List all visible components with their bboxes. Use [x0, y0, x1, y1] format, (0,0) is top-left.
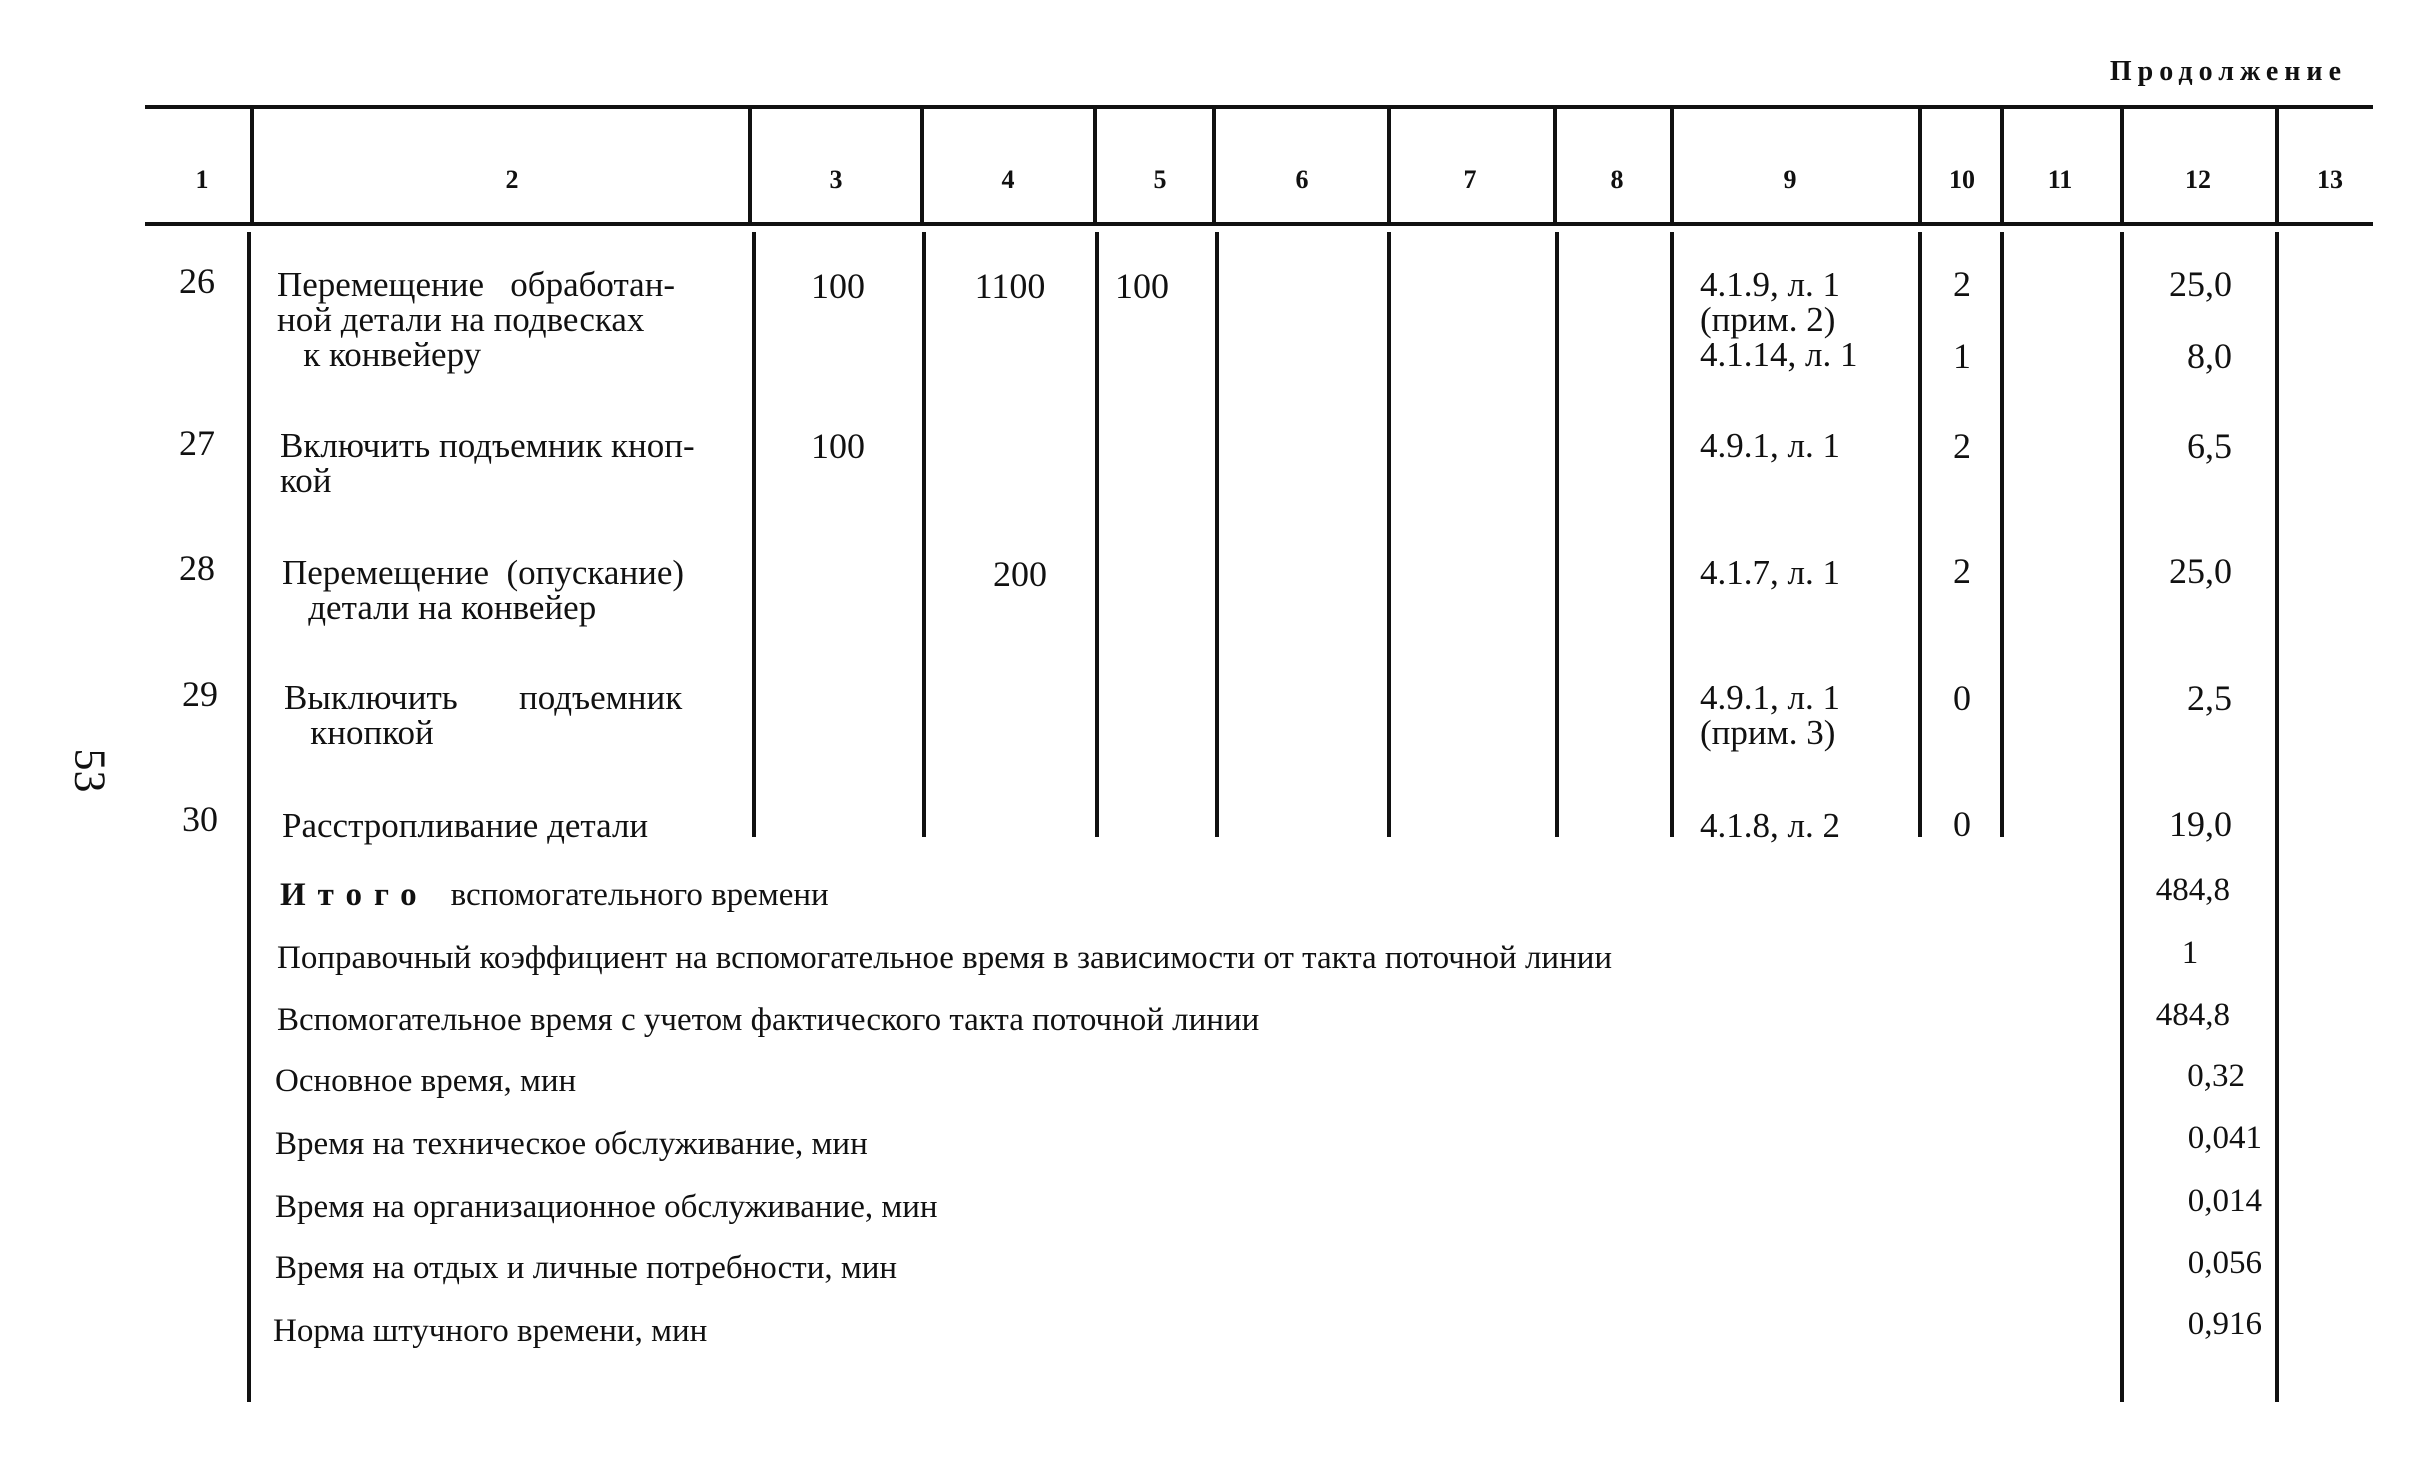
continuation-label: Продолжение — [2109, 56, 2347, 87]
column-header: 13 — [2317, 165, 2343, 194]
operation-description: к конвейеру — [277, 335, 482, 374]
page-number: 53 — [65, 748, 115, 793]
column-divider — [1215, 232, 1219, 837]
header-divider — [1918, 108, 1922, 222]
row-number: 29 — [182, 674, 218, 714]
row-number: 28 — [179, 548, 215, 588]
header-divider — [2120, 108, 2124, 222]
row-number: 26 — [179, 261, 215, 301]
column-divider — [1670, 232, 1674, 837]
column-divider — [1387, 232, 1391, 837]
column-divider — [1918, 232, 1922, 837]
top-rule — [145, 105, 2373, 109]
column-divider — [1095, 232, 1099, 837]
operation-description: Расстропливание детали — [282, 806, 649, 845]
cell-col4: 1100 — [974, 266, 1046, 306]
cell-col12: 25,0 — [2169, 551, 2232, 591]
summary-value: 484,8 — [2155, 997, 2230, 1033]
operation-description: Выключить подъемник — [284, 678, 683, 717]
column-header: 9 — [1783, 165, 1797, 194]
cell-col10: 0 — [1953, 804, 1971, 844]
column-header: 12 — [2185, 165, 2211, 194]
column-header: 10 — [1949, 165, 1975, 194]
summary-label: вспомогательного времени — [450, 877, 829, 913]
header-divider — [1093, 108, 1097, 222]
cell-col12: 19,0 — [2169, 804, 2232, 844]
column-divider — [1555, 232, 1559, 837]
norm-reference: 4.9.1, л. 1 — [1700, 678, 1840, 717]
row-number: 30 — [182, 799, 218, 839]
cell-col12: 8,0 — [2187, 336, 2232, 376]
operation-description: Перемещение (опускание) — [282, 553, 685, 592]
summary-label: Основное время, мин — [275, 1063, 577, 1099]
column-header: 8 — [1610, 165, 1624, 194]
column-header: 2 — [505, 165, 519, 194]
norm-reference: 4.1.9, л. 1 — [1700, 265, 1840, 304]
summary-label: Время на отдых и личные потребности, мин — [275, 1250, 898, 1286]
operation-description: кой — [280, 461, 332, 500]
summary-value: 0,32 — [2187, 1058, 2245, 1094]
summary-label: Время на техническое обслуживание, мин — [275, 1126, 868, 1162]
column-divider — [922, 232, 926, 837]
summary-label: Норма штучного времени, мин — [273, 1313, 708, 1349]
cell-col10: 0 — [1953, 678, 1971, 718]
column-header: 4 — [1001, 165, 1015, 194]
cell-col3: 100 — [811, 426, 865, 466]
column-header: 11 — [2047, 165, 2073, 194]
summary-value: 484,8 — [2155, 872, 2230, 908]
operation-description: кнопкой — [284, 713, 434, 752]
row-number: 27 — [179, 423, 215, 463]
cell-col3: 100 — [811, 266, 865, 306]
summary-row — [280, 877, 829, 914]
column-header: 1 — [195, 165, 209, 194]
header-divider — [1670, 108, 1674, 222]
cell-col12: 6,5 — [2187, 426, 2232, 466]
norm-reference: 4.1.14, л. 1 — [1700, 335, 1858, 374]
header-divider — [1387, 108, 1391, 222]
summary-value: 0,056 — [2187, 1245, 2262, 1281]
column-header: 3 — [829, 165, 843, 194]
operation-description: детали на конвейер — [282, 588, 597, 627]
column-divider — [752, 232, 756, 837]
cell-col12: 2,5 — [2187, 678, 2232, 718]
operation-description: Перемещение обработан- — [277, 265, 676, 304]
header-rule — [145, 222, 2373, 226]
header-divider — [1553, 108, 1557, 222]
summary-label: Вспомогательное время с учетом фактического такта поточной линии — [277, 1002, 1260, 1038]
column-header: 6 — [1295, 165, 1309, 194]
norm-reference: 4.1.7, л. 1 — [1700, 553, 1840, 592]
cell-col4: 200 — [993, 554, 1047, 594]
norm-reference: (прим. 2) — [1700, 300, 1836, 339]
operation-description: ной детали на подвесках — [277, 300, 645, 339]
header-divider — [748, 108, 752, 222]
header-divider — [250, 108, 254, 222]
column-header: 5 — [1153, 165, 1167, 194]
summary-label: Поправочный коэффициент на вспомогательное время в зависимости от такта поточной линии — [277, 940, 1613, 976]
norm-reference: 4.1.8, л. 2 — [1700, 806, 1840, 845]
summary-label-emphasis: Итого — [280, 877, 429, 913]
summary-label: Время на организационное обслуживание, мин — [275, 1189, 938, 1225]
summary-value: 1 — [2181, 935, 2199, 971]
column-divider — [2275, 232, 2279, 1402]
cell-col5: 100 — [1115, 266, 1169, 306]
operation-description: Включить подъемник кноп- — [280, 426, 695, 465]
cell-col10: 2 — [1953, 426, 1971, 466]
column-divider — [2120, 232, 2124, 1402]
norm-reference: 4.9.1, л. 1 — [1700, 426, 1840, 465]
cell-col12: 25,0 — [2169, 264, 2232, 304]
summary-value: 0,041 — [2187, 1120, 2262, 1156]
column-divider — [2000, 232, 2004, 837]
norm-reference: (прим. 3) — [1700, 713, 1836, 752]
summary-value: 0,014 — [2187, 1183, 2262, 1219]
summary-value: 0,916 — [2187, 1306, 2262, 1342]
column-divider — [247, 232, 251, 1402]
header-divider — [920, 108, 924, 222]
cell-col10: 2 — [1953, 551, 1971, 591]
header-divider — [1212, 108, 1216, 222]
header-divider — [2275, 108, 2279, 222]
cell-col10: 1 — [1953, 336, 1971, 376]
column-header: 7 — [1463, 165, 1477, 194]
header-divider — [2000, 108, 2004, 222]
cell-col10: 2 — [1953, 264, 1971, 304]
